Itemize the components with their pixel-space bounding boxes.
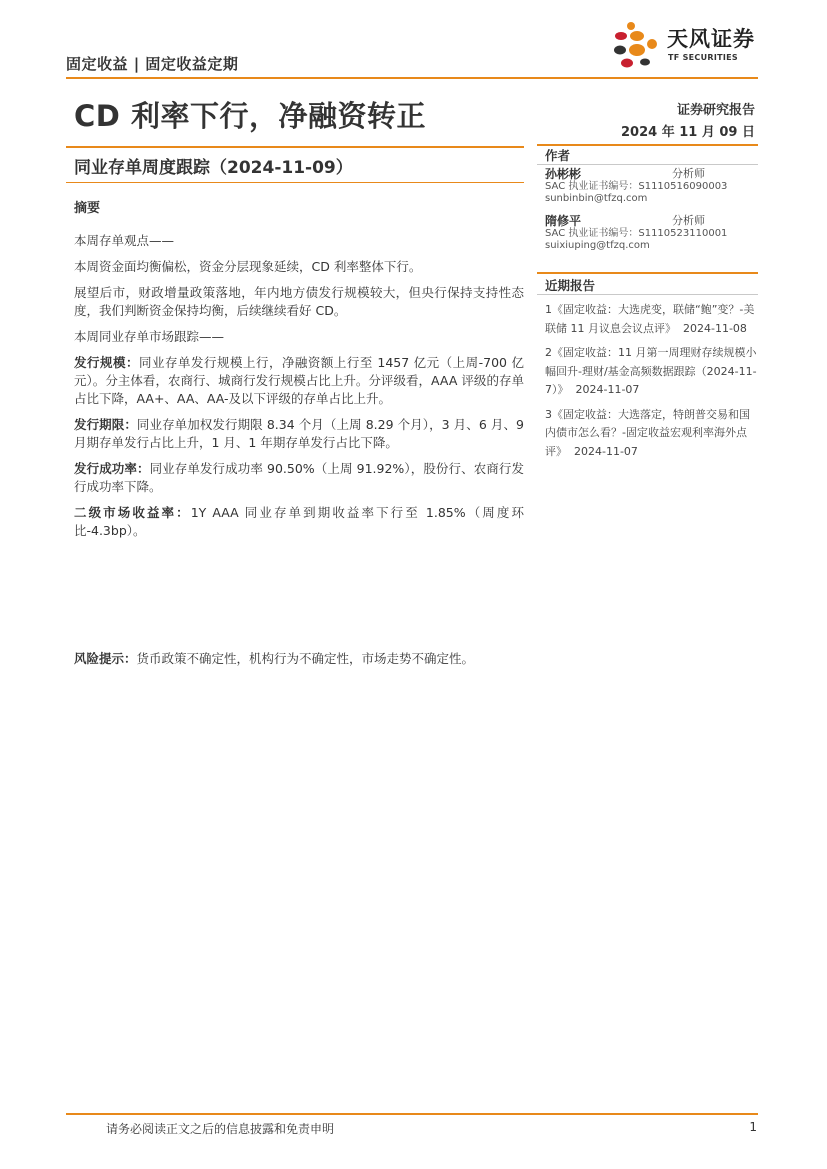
footer-disclaimer: 请务必阅读正文之后的信息披露和免责申明 bbox=[106, 1122, 335, 1136]
recent-report-title: 3《固定收益：大选落定，特朗普交易和国内债市怎么看？-固定收益宏观利率海外点评》 bbox=[545, 407, 750, 458]
recent-report-item[interactable] bbox=[545, 344, 758, 400]
page-number: 1 bbox=[749, 1120, 757, 1134]
summary-item-label: 二级市场收益率： bbox=[74, 505, 191, 520]
recent-report-item[interactable] bbox=[545, 406, 758, 462]
authors-heading: 作者 bbox=[545, 148, 571, 163]
summary-item-success-rate bbox=[74, 460, 524, 496]
header-divider bbox=[66, 77, 758, 79]
footer-divider bbox=[66, 1113, 758, 1115]
author-role: 分析师 bbox=[672, 167, 705, 180]
logo-mark-icon bbox=[611, 20, 663, 72]
view-paragraph-2: 展望后市，财政增量政策落地，年内地方债发行规模较大，但央行保持支持性态度，我们判断资金保持均衡，后续继续看好 CD。 bbox=[74, 285, 524, 318]
authors-heading-divider bbox=[537, 164, 758, 165]
report-category: 固定收益 | 固定收益定期 bbox=[66, 55, 239, 73]
summary-item-text: 同业存单发行成功率 90.50%（上周 91.92%），股份行、农商行发行成功率下降。 bbox=[74, 461, 524, 494]
recent-report-date: 2024-11-07 bbox=[574, 444, 638, 458]
author-email[interactable]: sunbinbin@tfzq.com bbox=[545, 193, 648, 204]
recent-list bbox=[543, 301, 758, 461]
summary-item-secondary-yield bbox=[74, 504, 524, 540]
author-role: 分析师 bbox=[672, 214, 705, 227]
subtitle: 同业存单周度跟踪（2024-11-09） bbox=[74, 158, 353, 178]
page-title: CD 利率下行，净融资转正 bbox=[74, 99, 426, 133]
subtitle-divider bbox=[66, 182, 524, 183]
recent-report-title: 2《固定收益：11 月第一周理财存续规模小幅回升-理财/基金高频数据跟踪（2024-11-7）》 bbox=[545, 346, 757, 396]
recent-report-item[interactable] bbox=[545, 301, 758, 338]
summary-section bbox=[74, 200, 524, 548]
title-divider bbox=[66, 146, 524, 148]
recent-heading: 近期报告 bbox=[545, 278, 596, 293]
risk-label: 风险提示： bbox=[74, 651, 137, 666]
brand-name: 天风证券 bbox=[667, 27, 755, 51]
recent-top-divider bbox=[537, 272, 758, 274]
author-name: 孙彬彬 bbox=[545, 167, 582, 181]
brand-subtitle: TF SECURITIES bbox=[668, 53, 738, 62]
summary-item-issuance-size bbox=[74, 354, 524, 408]
recent-report-date: 2024-11-08 bbox=[683, 321, 747, 335]
market-heading: 本周同业存单市场跟踪—— bbox=[74, 329, 225, 344]
author-cert: SAC 执业证书编号：S1110523110001 bbox=[545, 227, 728, 239]
summary-item-label: 发行规模： bbox=[74, 355, 139, 370]
author-cert: SAC 执业证书编号：S1110516090003 bbox=[545, 180, 728, 192]
risk-text: 货币政策不确定性，机构行为不确定性，市场走势不确定性。 bbox=[136, 651, 475, 666]
author-card bbox=[543, 168, 758, 206]
author-card bbox=[543, 215, 758, 253]
recent-report-date: 2024-11-07 bbox=[575, 383, 640, 396]
summary-heading: 摘要 bbox=[74, 201, 101, 216]
summary-item-text: 同业存单发行规模上行，净融资额上行至 1457 亿元（上周-700 亿元）。分主体看，农商行、城商行发行规模占比上升。分评级看，AAA 评级的存单占比下降，AA+、AA、AA-及以下评级的存单占比上升。 bbox=[74, 355, 524, 406]
report-type: 证券研究报告 bbox=[676, 103, 755, 118]
report-date: 2024 年 11 月 09 日 bbox=[621, 125, 755, 140]
summary-item-issuance-term bbox=[74, 416, 524, 452]
risk-warning bbox=[74, 650, 534, 668]
summary-item-label: 发行成功率： bbox=[74, 461, 150, 476]
recent-heading-divider bbox=[537, 294, 758, 295]
view-heading: 本周存单观点—— bbox=[74, 233, 175, 248]
summary-item-label: 发行期限： bbox=[74, 417, 137, 432]
author-name: 隋修平 bbox=[545, 214, 582, 228]
summary-item-text: 同业存单加权发行期限 8.34 个月（上周 8.29 个月），3 月、6 月、9 月期存单发行占比上升，1 月、1 年期存单发行占比下降。 bbox=[74, 417, 524, 450]
brand-logo bbox=[611, 20, 761, 72]
summary-item-text: 1Y AAA 同业存单到期收益率下行至 1.85%（周度环比-4.3bp）。 bbox=[74, 505, 524, 538]
author-email[interactable]: suixiuping@tfzq.com bbox=[545, 240, 650, 251]
recent-report-title: 1《固定收益：大选虎变，联储“鲍”变？-美联储 11 月议息会议点评》 bbox=[545, 303, 755, 335]
view-paragraph-1: 本周资金面均衡偏松，资金分层现象延续，CD 利率整体下行。 bbox=[74, 259, 422, 274]
